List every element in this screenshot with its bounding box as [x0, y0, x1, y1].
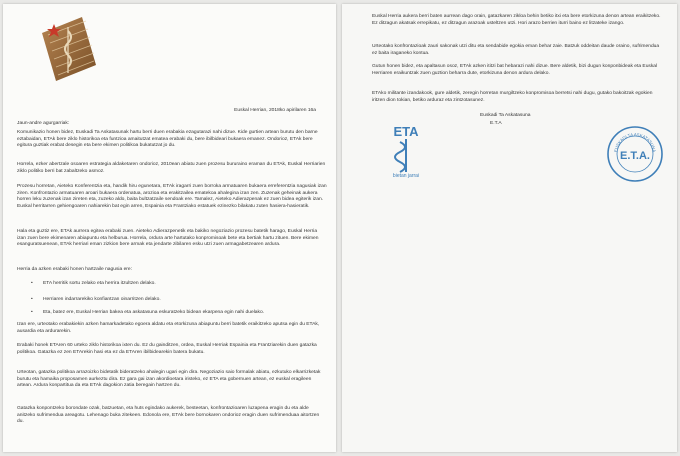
paragraph: Hala eta guztiz ere, ETAk aurrera egitea erabaki zuen. Aieteko Adierazpenetik eta bakiko negoziazio prozesu batetik harago, Euskal Herria izan zuen bere ekimenaren abiapuntu eta helburua. Horrela, ordura arte hartutako konpromisoak bete eta bertiak hartu zituen. Bere ekimen esanguratsuenean, ETAk herriari eman zizkion bere armak eta jendarte zibilaren esku utzi zuen armagabetzearen ardura.: [17, 229, 319, 248]
eta-logo: [40, 13, 98, 83]
paragraph: Gatazka konpontzeko borondate ozak, batzuetan, eta huts egindako aukerek, besteetan, konfrontazioaren luzapena eragin du eta alde anitzeko sufrimendua areagotu. Lehenago buka zitekeen. Edonola ere, ETAk bere bornokaren ondorioz eragin duen sufrimenduaa aitortzen du.: [17, 406, 320, 425]
bullet-dot-icon: •: [31, 281, 33, 286]
paragraph: Komunikazio honen bidez, Euskadi Ta Askatasunak hartu berri duen erabakia ezagutarazi nahi dizue. Kide gurtien artean burutu den barne eztabaidan, ETAk bere ziklo historikoa eta funtzioa amaitutzat ematea erabaki du, bere ibilbideari bukaera emanez. Ondorioz, ETAk bere egitura guztiak erabat desegin eta bere ekimen politikoa bukatutzat jo du.: [17, 130, 318, 149]
paragraph: Erabaki honek ETAren 60 urteko ziklo historikoa ixten du. Ez du gainditzen, ordea, Euskal Herriak Espainia eta Frantziarekin duen gatazka politikoa. Gatazka ez zen ETArekin hasi eta ez da ETAren ibilbidearekin batera bukatu.: [17, 343, 317, 355]
paragraph: Urteotan, gatazka politikoa arrazoizko bidetatik bideratzeko ahalegin ugari egin dira. Negoziazio saio formalak abiatu, ezkutuko elkarrizketak burutu eta hamaika proposamen aurkeztu dira. Ez gara gai izan akordioetara iristeko, ez ETA eta gobernuen artean, ez euskal eragileen artean. Ardura konpartitua da eta ETAk dagokion zatia beregain hartzen du.: [17, 370, 321, 389]
bullet-item: [31, 297, 323, 304]
stamp-ring-text: EUSKADI TA ASKATASUNA: [613, 131, 657, 153]
paragraph: Prozesu horretan, Aieteko Konferentzia eta, handik hiru egunetara, ETAk iragarri zuen borroka armatuaren bukaera erreferentzia nagusiak izan ziren. Konfrontazio armatuaren aroari bukaera ordenatua, arozioa eta erakitzailea ematekoa ahalegina izan zen. Zuzenak geheinak aukera horren leku zuzenak izan zireten eta, zuzeko aldo, baita bultzatzaile sendoak ere. Tamalez, Aieteko Adierazpenak ez zuen bidea egiterik izan. Euskal herritarren gehiengoaren nahiarekin bat egin arren, Espainia eta Frantziako estatuek ezinezko bilakatu zuten hasiera-hasieratik.: [17, 184, 327, 209]
bullet-item: [31, 281, 323, 288]
paragraph: ETAko militante izandakook, gure aldetik, zeregin horretan murgiltzeko konpromisoa berretsi nahi dugu, gutako bakoitzak egokien iritzen dion tokian, betiko arduraz eta zintzotasunez.: [372, 91, 653, 103]
paragraph: Euskal Herria aukera berri baten aurrean dago orain, gatazkaren zikloa behin betiko itxi eta bere etorkizuna denon artean eraikitzeko. Ez ditzagun akatsak errepikatu, ez ditzagun arazoak usteltzen utzi. Hori arazo berrien iturri baino ez litzateke izango.: [372, 14, 661, 26]
place-date: Euskal Herrian, 2018ko apirilaren 16a: [234, 108, 316, 113]
paragraph: Herria da azken erabaki honen hartzaile nagusia ere:: [17, 267, 133, 272]
paragraph: Horrela, ezker abertzale osoaren estrategia aldaketaren ondorioz, 2010ean abiatu zuen prozesu bururaino eraman du ETAk, Euskal Herriarien ziklo politiko berri bat zabaltzeko asmoz.: [17, 162, 326, 174]
bullet-dot-icon: •: [31, 297, 33, 302]
eta-round-stamp: [605, 124, 665, 184]
bullet-dot-icon: •: [31, 310, 33, 315]
paragraph: Urteotako konfrontazioak zauri sakonak utzi ditu eta sendabide egokia eman behar zaie. Batzuk oddeitan daude oraino, sufrimendua ez baita iraganeko kontua.: [372, 44, 660, 56]
greeting: Jaun-andre agurgarriak:: [17, 121, 70, 126]
signature-short: E.T.A: [490, 121, 502, 126]
stamp-letters: E.T.A.: [620, 150, 650, 162]
letter-page-right: [342, 4, 677, 452]
paragraph: Izan ere, urteotako erabakiekin azken hamarkadetako egoera aldatu eta etorkizuna abiapuntu berri batetik eraikitzeko aputsa egin du ETAk, ausardia eta ardurarekin.: [17, 322, 320, 334]
emblem-caption: bietan jarrai: [392, 173, 420, 179]
bullet-text: Eta, batez ere, Euskal Herrian bakea eta askatasuna eskuratzeko bidean ekarpena egin nahi duelako.: [43, 310, 265, 315]
emblem-letters: ETA: [393, 124, 419, 139]
bullet-item: [31, 310, 323, 317]
bullet-text: Herriaren indarrarekiko konfiantzan oinarritzen delako.: [43, 297, 161, 302]
bullet-text: ETA herritik sortu zelako eta herrira itzultzen delako.: [43, 281, 156, 286]
eta-emblem-stamp: [370, 124, 442, 184]
signature-org: Euskadi Ta Askatasuna: [480, 113, 531, 118]
paragraph: Gutun honen bidez, eta apaltasun osoz, ETAk azken ititzi bat hebarazi nahi dizue. Bere aldetik, bizi dugun konponbideak eta Euskal Herriaren eraikuntzak zuen guztion beharra dute, etorkizuna denon ardura delako.: [372, 64, 658, 76]
letter-page-left: [3, 4, 336, 452]
